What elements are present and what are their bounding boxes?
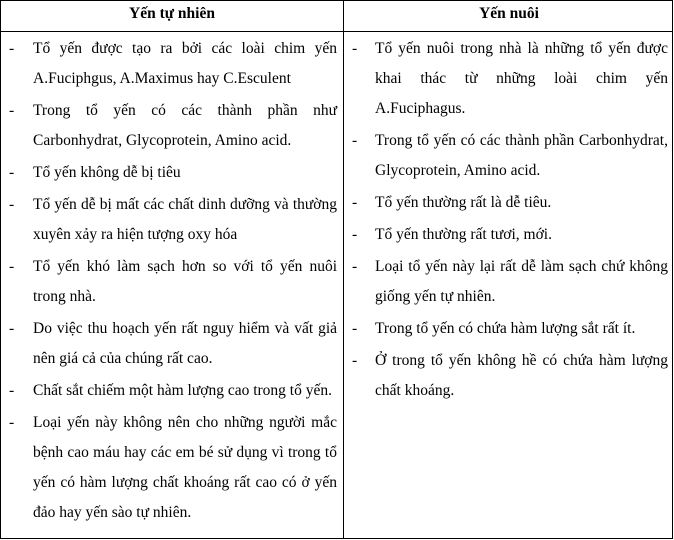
- list-item: [1, 408, 343, 528]
- list-item-text: Trong tổ yến có các thành phần như Carbonhydrat, Glycoprotein, Amino acid.: [33, 102, 337, 149]
- bullet-dash: -: [9, 40, 15, 57]
- bullet-dash: -: [352, 258, 358, 275]
- list-item: [344, 220, 674, 250]
- list-item: [1, 34, 343, 94]
- bullet-dash: -: [9, 258, 15, 275]
- bullet-dash: -: [352, 320, 358, 337]
- list-item-text: Tổ yến thường rất là dễ tiêu.: [375, 194, 552, 211]
- list-item: [344, 314, 674, 344]
- list-item-text: Trong tổ yến có các thành phần Carbonhydrat, Glycoprotein, Amino acid.: [375, 132, 668, 179]
- list-item: [1, 190, 343, 250]
- list-item: [1, 96, 343, 156]
- list-item: [1, 376, 343, 406]
- bullet-dash: -: [9, 382, 15, 399]
- bullet-dash: -: [9, 164, 15, 181]
- list-item-text: Tổ yến thường rất tươi, mới.: [375, 226, 552, 243]
- list-item: [344, 346, 674, 406]
- list-item: [344, 126, 674, 186]
- natural-nest-column: [1, 32, 343, 528]
- list-item: [344, 188, 674, 218]
- list-item: [344, 252, 674, 312]
- bullet-dash: -: [352, 40, 358, 57]
- farmed-nest-column: [344, 32, 674, 406]
- list-item-text: Do việc thu hoạch yến rất nguy hiểm và vất giả nên giá cả của chúng rất cao.: [33, 320, 337, 367]
- list-item: [1, 158, 343, 188]
- bullet-dash: -: [9, 196, 15, 213]
- list-item-text: Tổ yến dễ bị mất các chất dinh dưỡng và thường xuyên xảy ra hiện tượng oxy hóa: [33, 196, 337, 243]
- list-item-text: Loại tổ yến này lại rất dễ làm sạch chứ không giống yến tự nhiên.: [375, 258, 668, 305]
- list-item-text: Loại yến này không nên cho những người mắc bệnh cao máu hay các em bé sử dụng vì trong tổ yến có hàm lượng chất khoáng rất cao có ở yến đảo hay yến sào tự nhiên.: [33, 414, 337, 521]
- bullet-dash: -: [352, 352, 358, 369]
- list-item-text: Ở trong tổ yến không hề có chứa hàm lượng chất khoáng.: [375, 352, 668, 399]
- header-natural-nest: Yến tự nhiên: [129, 5, 215, 22]
- list-item-text: Tổ yến khó làm sạch hơn so với tổ yến nuôi trong nhà.: [33, 258, 337, 305]
- list-item-text: Trong tổ yến có chứa hàm lượng sắt rất ít.: [375, 320, 636, 337]
- bullet-dash: -: [352, 132, 358, 149]
- list-item-text: Chất sắt chiếm một hàm lượng cao trong tổ yến.: [33, 382, 332, 399]
- bullet-dash: -: [352, 194, 358, 211]
- bullet-dash: -: [9, 102, 15, 119]
- list-item: [1, 314, 343, 374]
- list-item: [1, 252, 343, 312]
- bullet-dash: -: [9, 414, 15, 431]
- list-item: [344, 34, 674, 124]
- bullet-dash: -: [9, 320, 15, 337]
- header-farmed-nest: Yến nuôi: [479, 5, 539, 22]
- list-item-text: Tổ yến được tạo ra bởi các loài chim yến A.Fuciphgus, A.Maximus hay C.Esculent: [33, 40, 337, 87]
- list-item-text: Tổ yến không dễ bị tiêu: [33, 164, 181, 181]
- bullet-dash: -: [352, 226, 358, 243]
- list-item-text: Tổ yến nuôi trong nhà là những tổ yến được khai thác từ những loài chim yến A.Fuciphagus.: [375, 40, 668, 117]
